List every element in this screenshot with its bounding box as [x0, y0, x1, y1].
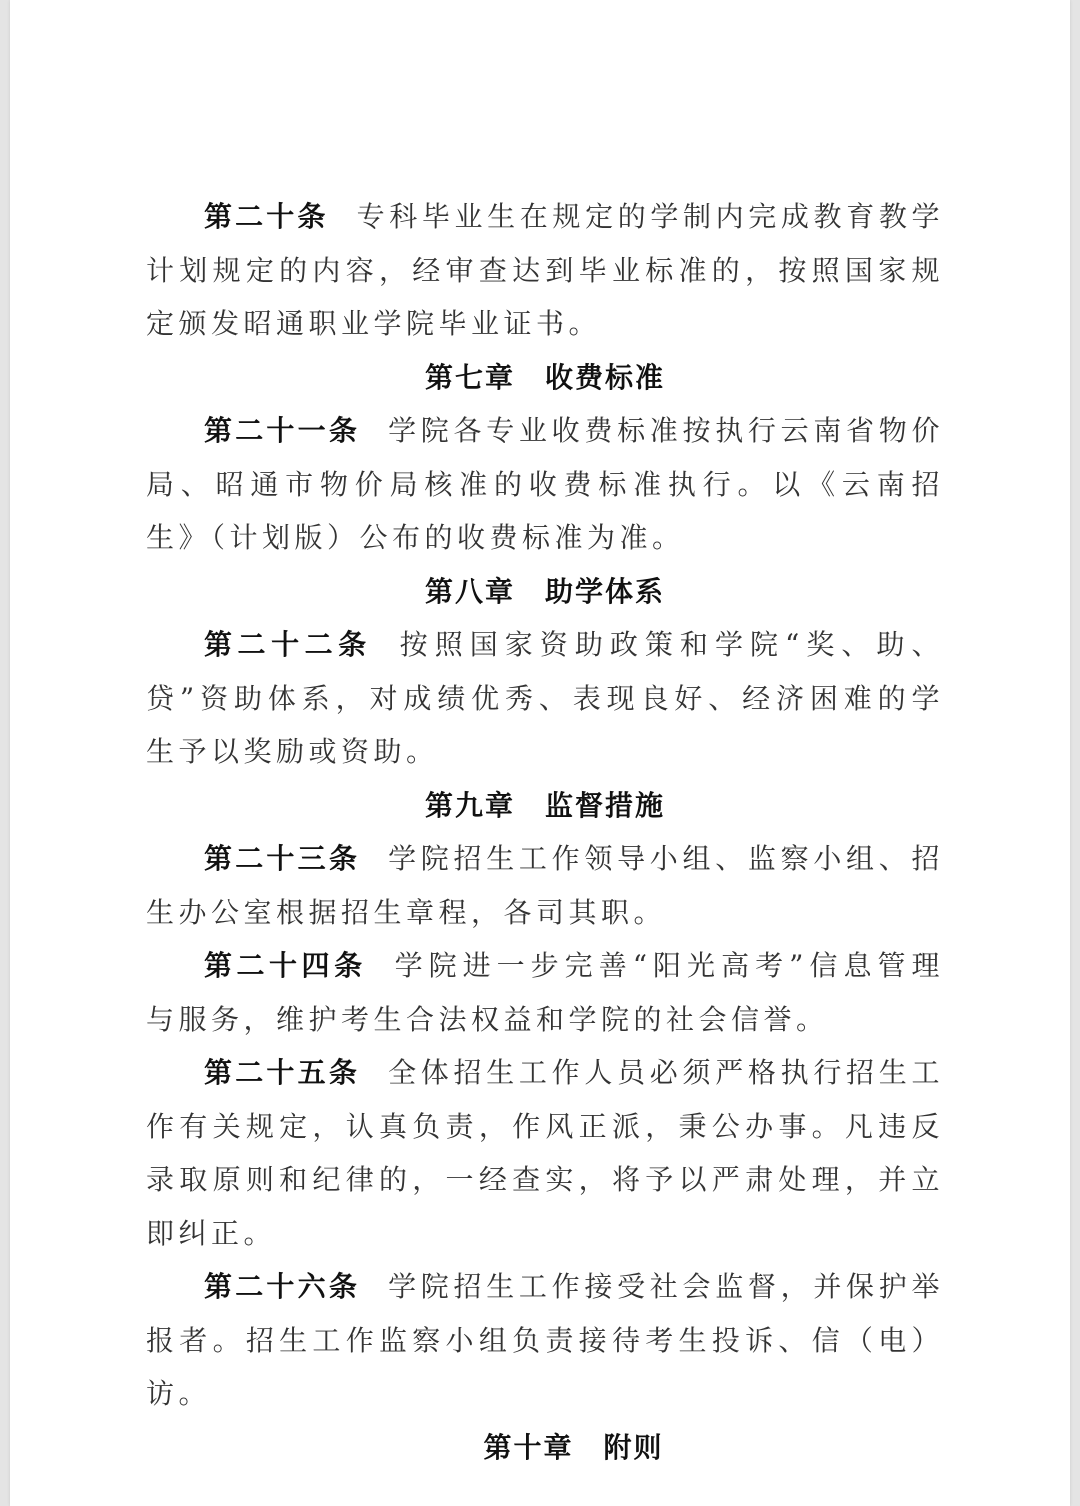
- chapter-number: 第八章: [424, 574, 515, 608]
- article-text: 专科毕业生在规定的学制内完成教育教学计划规定的内容，经审查达到毕业标准的，按照国家规定颁发昭通职业学院毕业证书。: [146, 200, 944, 340]
- article-text: 学院招生工作领导小组、监察小组、招生办公室根据招生章程，各司其职。: [146, 842, 944, 929]
- article-number: 第二十五条: [204, 1056, 361, 1089]
- document-page: [10, 0, 1070, 1506]
- chapter-number: 第十章: [483, 1430, 574, 1464]
- article-text: 按照国家资助政策和学院“奖、助、贷”资助体系，对成绩优秀、表现良好、经济困难的学生予以奖励或资助。: [146, 628, 944, 768]
- chapter-number: 第七章: [424, 360, 515, 394]
- document-content: [146, 190, 944, 1474]
- article-text: 学院招生工作接受社会监督，并保护举报者。招生工作监察小组负责接待考生投诉、信（电）访。: [146, 1270, 944, 1410]
- chapter-number: 第九章: [424, 788, 515, 822]
- article-number: 第二十六条: [204, 1270, 361, 1303]
- article-22: [146, 618, 944, 779]
- chapter-7-heading: [146, 351, 944, 405]
- article-26: [146, 1260, 944, 1421]
- article-text: 学院各专业收费标准按执行云南省物价局、昭通市物价局核准的收费标准执行。以《云南招生》（计划版）公布的收费标准为准。: [146, 414, 944, 554]
- article-number: 第二十三条: [204, 842, 361, 875]
- article-number: 第二十四条: [204, 949, 367, 982]
- article-text: 全体招生工作人员必须严格执行招生工作有关规定，认真负责，作风正派，秉公办事。凡违反录取原则和纪律的，一经查实，将予以严肃处理，并立即纠正。: [146, 1056, 944, 1250]
- chapter-title: 附则: [603, 1430, 664, 1464]
- chapter-9-heading: [146, 779, 944, 833]
- article-21: [146, 404, 944, 565]
- article-number: 第二十一条: [204, 414, 361, 447]
- article-23: [146, 832, 944, 939]
- chapter-title: 助学体系: [545, 574, 666, 608]
- article-25: [146, 1046, 944, 1260]
- chapter-10-heading: [146, 1421, 944, 1475]
- article-text: 学院进一步完善“阳光高考”信息管理与服务，维护考生合法权益和学院的社会信誉。: [146, 949, 944, 1036]
- chapter-8-heading: [146, 565, 944, 619]
- article-20: [146, 190, 944, 351]
- article-number: 第二十二条: [204, 628, 372, 661]
- chapter-title: 收费标准: [545, 360, 666, 394]
- article-number: 第二十条: [204, 200, 329, 233]
- article-24: [146, 939, 944, 1046]
- chapter-title: 监督措施: [545, 788, 666, 822]
